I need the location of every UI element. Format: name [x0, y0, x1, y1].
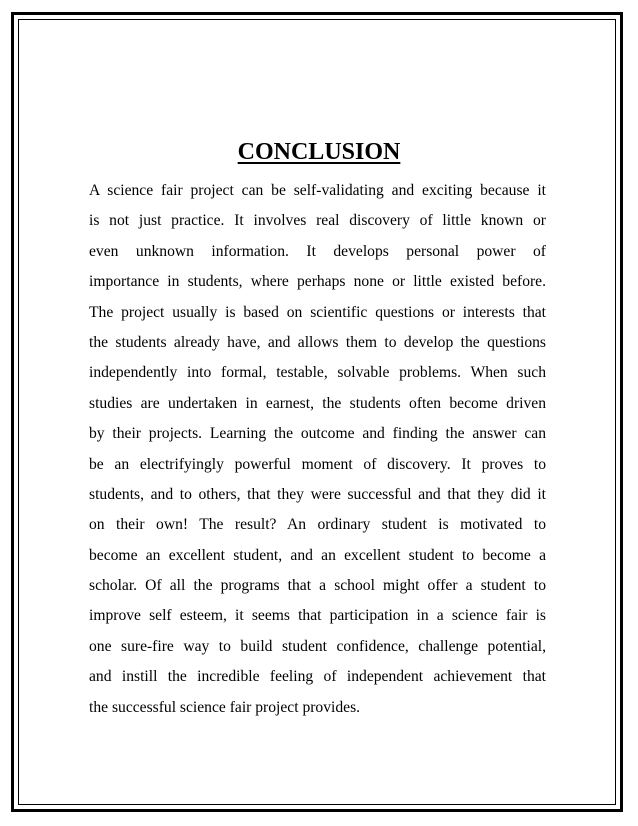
paragraph-line: is not just practice. It involves real discovery of little known or: [89, 212, 546, 230]
paragraph-line: the successful science fair project provides.: [89, 698, 361, 716]
paragraph-line: A science fair project can be self-validating and exciting because it: [89, 182, 546, 199]
paragraph-line: scholar. Of all the programs that a school might offer a student to: [89, 577, 546, 595]
paragraph-line: the students already have, and allows them to develop the questions: [89, 333, 546, 351]
paragraph-line: on their own! The result? An ordinary student is motivated to: [89, 516, 546, 534]
paragraph-line: independently into formal, testable, solvable problems. When such: [89, 364, 546, 382]
paragraph-line: importance in students, where perhaps none or little existed before.: [89, 273, 546, 291]
conclusion-paragraph: [89, 176, 546, 723]
paragraph-line: The project usually is based on scientific questions or interests that: [89, 303, 546, 321]
paragraph-line: and instill the incredible feeling of independent achievement that: [89, 668, 546, 686]
paragraph-line: one sure-fire way to build student confidence, challenge potential,: [89, 637, 546, 655]
paragraph-line: become an excellent student, and an excellent student to become a: [89, 546, 546, 564]
page-title: CONCLUSION: [237, 139, 401, 165]
paragraph-line: improve self esteem, it seems that participation in a science fair is: [89, 607, 546, 625]
paragraph-line: be an electrifyingly powerful moment of discovery. It proves to: [89, 455, 546, 473]
paragraph-line: by their projects. Learning the outcome and finding the answer can: [89, 425, 546, 443]
paragraph-line: even unknown information. It develops personal power of: [89, 242, 546, 260]
paragraph-line: studies are undertaken in earnest, the students often become driven: [89, 394, 546, 412]
paragraph-line: students, and to others, that they were successful and that they did it: [89, 485, 546, 503]
